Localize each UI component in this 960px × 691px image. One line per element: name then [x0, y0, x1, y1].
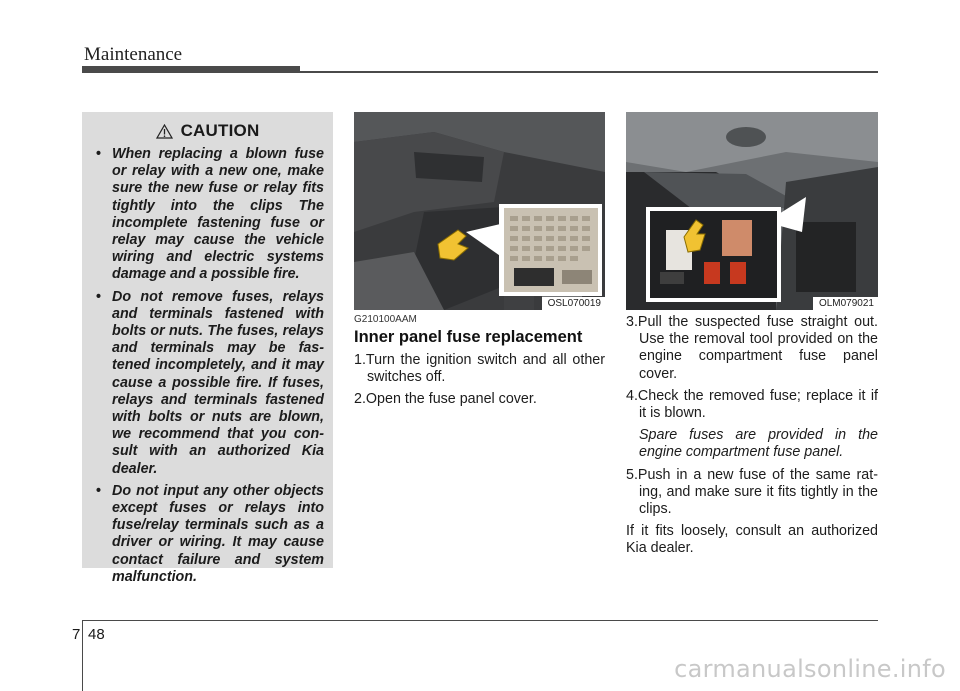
photo-code: OSL070019: [542, 297, 605, 310]
footer-rule: [82, 620, 878, 621]
watermark: carmanualsonline.info: [674, 655, 946, 683]
caution-header: [82, 120, 333, 142]
header-bar: [82, 66, 300, 73]
page-number-divider: [82, 621, 83, 691]
caution-item: • Do not remove fuses, relays and terminals fastened with bolts or nuts. The fuses, relays and terminals may be fas-tened incompletely, and it may cause a possible fire. If fuses, relays and terminals fastened with bolts or nuts are blown, we recommend that you con-sult with an authorized Kia dealer.: [90, 289, 324, 478]
caution-title: CAUTION: [180, 121, 260, 140]
step-item: 1.Turn the ignition switch and all other switches off.: [354, 352, 605, 386]
inner-panel-photo: [354, 112, 605, 310]
step-item: 3.Pull the suspected fuse straight out. Use the removal tool provided on the engine compartment fuse panel cover.: [626, 314, 878, 382]
step-item: 4.Check the removed fuse; replace it if it is blown.: [626, 387, 878, 422]
header-rule: [300, 71, 878, 73]
caution-box: [82, 112, 333, 585]
chapter-number: 7: [72, 626, 81, 643]
engine-compartment-photo: [626, 112, 878, 310]
instructions-column-middle: [354, 352, 605, 414]
engine-compartment-illustration: [626, 112, 878, 310]
section-title: Maintenance: [84, 44, 183, 65]
section-code: G210100AAM: [354, 314, 417, 325]
closing-paragraph: If it fits loosely, consult an authorized Kia dealer.: [626, 523, 878, 557]
page-number: 48: [88, 626, 105, 643]
step-item: 2.Open the fuse panel cover.: [354, 391, 537, 408]
photo-code: OLM079021: [813, 297, 878, 310]
step-item: 5.Push in a new fuse of the same rat-ing, and make sure it fits tightly in the clips.: [626, 466, 878, 518]
instructions-column-right: [626, 314, 878, 563]
caution-item: • When replacing a blown fuse or relay with a new one, make sure the new fuse or relay fits tightly into the clips The incomplete fastening fuse or relay may cause the vehicle wiring and electric systems damage and a possible fire.: [90, 146, 324, 284]
warning-triangle-icon: [156, 124, 173, 139]
spare-fuse-note: Spare fuses are provided in the engine compartment fuse panel.: [639, 427, 878, 461]
caution-item: • Do not input any other objects except fuses or relays into fuse/relay terminals such as a driver or wiring. It may cause contact failure and system malfunction.: [90, 483, 324, 586]
section-heading: Inner panel fuse replacement: [354, 328, 583, 346]
caution-list: [82, 146, 333, 586]
inner-panel-illustration: [354, 112, 605, 310]
